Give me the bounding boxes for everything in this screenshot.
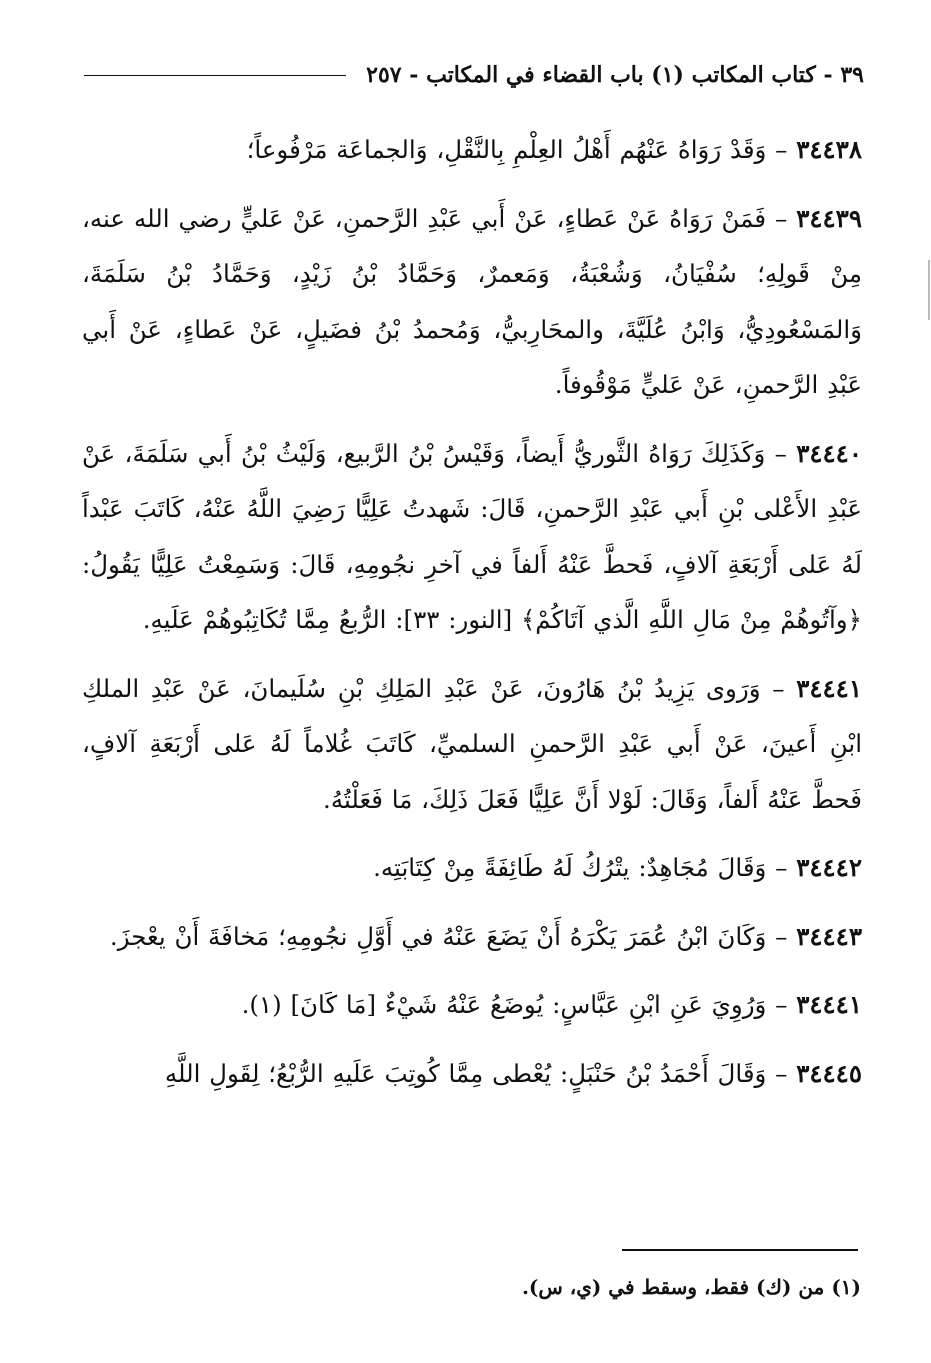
footnote-separator bbox=[622, 1249, 858, 1251]
paragraph bbox=[82, 1046, 862, 1102]
paragraph-number: ٣٤٤٤٣ bbox=[796, 921, 862, 951]
paragraph-number: ٣٤٤٤٢ bbox=[796, 853, 862, 882]
paragraph bbox=[82, 122, 862, 178]
paragraph-number: ٣٤٤٤٥ bbox=[796, 1058, 862, 1088]
paragraph-text: – وَرَوى يَزِيدُ بْنُ هَارُونَ، عَنْ عَبْدِ المَلِكِ بْنِ سُلَيمانَ، عَنْ عَبْدِ الملكِ ابْنِ أَعينَ، عَنْ أَبي عَبْدِ الرَّحمنِ السلميِّ، كَاتَبَ غُلاماً لَهُ عَلى أَرْبَعَةِ آلافٍ، فَحطَّ عَنْهُ أَلفاً، وَقَالَ: لَوْلا أَنَّ عَلِيًّا فَعَلَ ذَلِكَ، مَا فَعَلْتُهُ. bbox=[82, 673, 862, 814]
running-header-title: ٣٩ - كتاب المكاتب (١) باب القضاء في المكاتب - ٢٥٧ bbox=[366, 62, 864, 88]
page-header bbox=[84, 62, 864, 88]
paragraph-text: – فَمَنْ رَوَاهُ عَنْ عَطاءٍ، عَنْ أَبي عَبْدِ الرَّحمنِ، عَنْ عَليٍّ رضي الله عنه، مِنْ قَولِهِ؛ سُفْيَانُ، وَشُعْبَةُ، وَمَعمرٌ، وَحَمَّادُ بْنُ زَيْدٍ، وَحَمَّادُ بْنُ سَلَمَةَ، وَالمَسْعُودِيُّ، وَابْنُ عُلَيَّةَ، والمحَارِبيُّ، وَمُحمدُ بْنُ فضَيلٍ، عَنْ عَطاءٍ، عَنْ أَبي عَبْدِ الرَّحمنِ، عَنْ عَليٍّ مَوْقُوفاً. bbox=[82, 203, 862, 399]
paragraph bbox=[82, 426, 862, 648]
paragraph-text: – وَقَالَ مُجَاهِدٌ: يتْرُكُ لَهُ طَائِفَةً مِنْ كِتَابَتِه. bbox=[373, 853, 788, 882]
scan-edge-mark bbox=[928, 260, 930, 320]
paragraph-text: – وَرُوِيَ عَنِ ابْنِ عَبَّاسٍ: يُوضَعُ عَنْهُ شَيْءٌ [مَا كَانَ] (١). bbox=[241, 990, 788, 1019]
paragraph-number: ٣٤٤٣٩ bbox=[796, 203, 862, 233]
paragraph-text: – وَكَذَلِكَ رَوَاهُ الثَّوريُّ أَيضاً، وَقَيْسُ بْنُ الرَّبيع، وَلَيْثُ بْنُ أَبي سَلَمَةَ، عَنْ عَبْدِ الأَعْلى بْنِ أَبي عَبْدِ الرَّحمنِ، قَالَ: شَهدتُ عَلِيًّا رَضِيَ اللَّهُ عَنْهُ، كَاتَبَ عَبْداً لَهُ عَلى أَرْبَعَةِ آلافٍ، فَحطَّ عَنْهُ أَلفاً في آخرِ نجُومِهِ، قَالَ: وَسَمِعْتُ عَلِيًّا يَقُولُ: ﴿وآتُوهُمْ مِنْ مَالِ اللَّهِ الَّذي آتَاكُمْ﴾ [النور: ٣٣]: الرُّبعُ مِمَّا تُكَاتِبُوهُمْ عَلَيهِ. bbox=[82, 438, 862, 634]
paragraph-number: ٣٤٤٤١ bbox=[796, 673, 862, 703]
paragraph-text: – وَكَانَ ابْنُ عُمَرَ يَكْرَهُ أَنْ يَضَعَ عَنْهُ في أَوَّلِ نجُومِهِ؛ مَخافَةَ أَنْ يعْجزَ. bbox=[109, 921, 788, 951]
header-rule bbox=[84, 75, 346, 76]
paragraph bbox=[82, 840, 862, 896]
paragraph-text: – وَقَالَ أَحْمَدُ بْنُ حَنْبَلٍ: يُعْطى مِمَّا كُوتِبَ عَلَيهِ الرُّبْعُ؛ لِقَولِ اللَّهِ bbox=[164, 1058, 788, 1088]
footnote: (١) من (ك) فقط، وسقط في (ي، س). bbox=[521, 1275, 861, 1299]
paragraph bbox=[82, 191, 862, 413]
paragraph bbox=[82, 661, 862, 828]
main-text bbox=[82, 122, 862, 1101]
paragraph-number: ٣٤٤٤١ bbox=[796, 990, 862, 1019]
paragraph-number: ٣٤٤٣٨ bbox=[796, 135, 862, 164]
paragraph bbox=[82, 909, 862, 965]
paragraph bbox=[82, 977, 862, 1033]
paragraph-number: ٣٤٤٤٠ bbox=[796, 438, 862, 468]
paragraph-text: – وَقَدْ رَوَاهُ عَنْهُم أَهْلُ العِلْمِ بِالنَّقْلِ، وَالجماعَة مَرْفُوعاً؛ bbox=[246, 135, 788, 164]
